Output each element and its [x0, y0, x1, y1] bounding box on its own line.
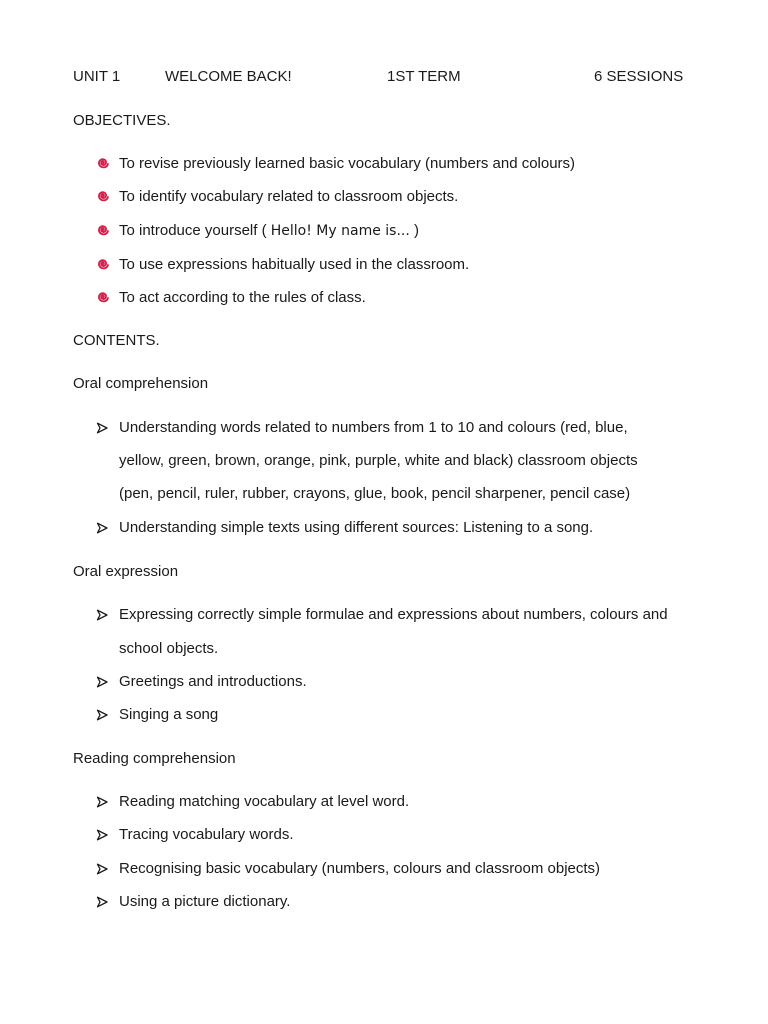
objective-item: To act according to the rules of class. — [119, 289, 366, 306]
arrowhead-icon — [96, 709, 108, 721]
spiral-icon — [96, 290, 110, 304]
arrowhead-icon — [96, 609, 108, 621]
content-item: Singing a song — [119, 706, 219, 723]
arrowhead-icon — [96, 829, 108, 841]
term-label: 1ST TERM — [387, 68, 461, 85]
content-item-line: yellow, green, brown, orange, pink, purple, white and black) classroom objects — [119, 452, 638, 469]
unit-title: WELCOME BACK! — [165, 68, 292, 85]
content-item: Greetings and introductions. — [119, 673, 307, 690]
arrowhead-icon — [96, 522, 108, 534]
spiral-icon — [96, 156, 110, 170]
arrowhead-icon — [96, 796, 108, 808]
content-item-line: (pen, pencil, ruler, rubber, crayons, glue, book, pencil sharpener, pencil case) — [119, 485, 631, 502]
content-item-line: school objects. — [119, 640, 219, 657]
arrowhead-icon — [96, 676, 108, 688]
objective-item-text: To introduce yourself ( — [119, 222, 267, 239]
section-heading-oral-comprehension: Oral comprehension — [73, 375, 209, 392]
intro-example: Hello! My name is... — [270, 223, 410, 239]
arrowhead-icon — [96, 863, 108, 875]
objectives-heading: OBJECTIVES. — [73, 112, 171, 129]
arrowhead-icon — [96, 896, 108, 908]
content-item: Using a picture dictionary. — [119, 893, 291, 910]
content-item: Reading matching vocabulary at level word. — [119, 793, 410, 810]
objective-item: To use expressions habitually used in the classroom. — [119, 256, 470, 273]
content-item-line: Expressing correctly simple formulae and expressions about numbers, colours and — [119, 606, 668, 623]
section-heading-oral-expression: Oral expression — [73, 563, 179, 580]
sessions-label: 6 SESSIONS — [594, 68, 684, 85]
objective-item-introduce — [119, 222, 419, 239]
contents-heading: CONTENTS. — [73, 332, 160, 349]
content-item: Understanding simple texts using different sources: Listening to a song. — [119, 519, 594, 536]
spiral-icon — [96, 223, 110, 237]
unit-label: UNIT 1 — [73, 68, 121, 85]
objective-item: To identify vocabulary related to classroom objects. — [119, 188, 459, 205]
spiral-icon — [96, 189, 110, 203]
objective-item: To revise previously learned basic vocabulary (numbers and colours) — [119, 155, 576, 172]
intro-close-paren: ) — [413, 222, 419, 239]
arrowhead-icon — [96, 422, 108, 434]
content-item: Tracing vocabulary words. — [119, 826, 294, 843]
content-item: Recognising basic vocabulary (numbers, colours and classroom objects) — [119, 860, 601, 877]
section-heading-reading-comprehension: Reading comprehension — [73, 750, 236, 767]
spiral-icon — [96, 257, 110, 271]
content-item-line: Understanding words related to numbers from 1 to 10 and colours (red, blue, — [119, 419, 628, 436]
